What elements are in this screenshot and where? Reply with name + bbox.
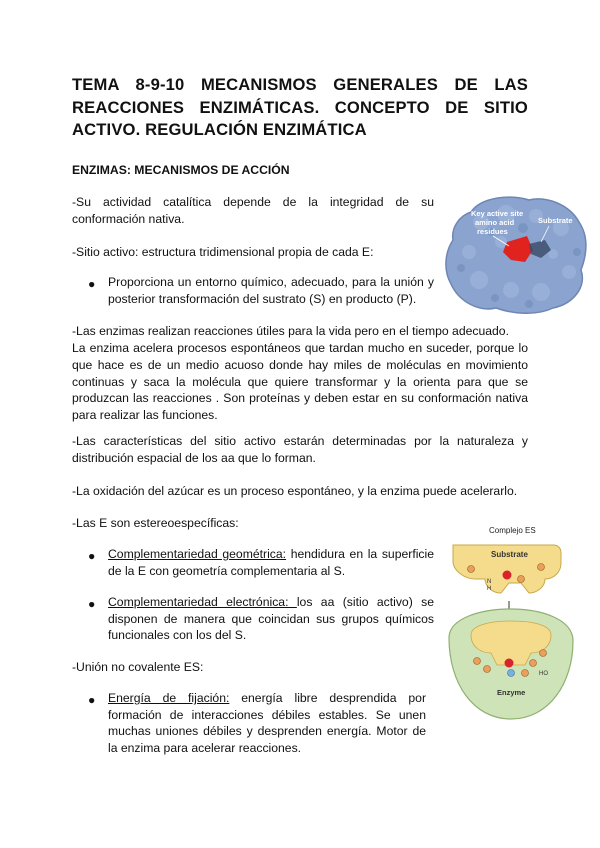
definition-geometric: hendidura en la superficie de la E con geometría complementaria al S. xyxy=(108,547,434,578)
label-active-site-line3: residues xyxy=(477,227,508,236)
paragraph-stereospecific: -Las E son estereoespecíficas: xyxy=(72,516,239,530)
bullet-electronic-complementarity xyxy=(108,594,434,644)
substrate-key-atom xyxy=(503,571,512,580)
enzyme-residue-4 xyxy=(530,660,537,667)
definition-electronic: los aa (sitio activo) se disponen de manera que coincidan sus grupos químicos funcionales con los del S. xyxy=(108,595,435,642)
bullet-chemical-environment: Proporciona un entorno químico, adecuado, para la unión y posterior transformación del sustrato (S) en producto (P). xyxy=(108,275,434,306)
bullet-marker: ● xyxy=(88,277,96,291)
enzyme-label: Enzyme xyxy=(497,688,526,697)
ho-label: HO xyxy=(539,671,548,677)
label-active-site-line1: Key active site xyxy=(471,209,524,218)
enzyme-surface-figure xyxy=(441,192,591,317)
bullet-marker: ● xyxy=(88,597,96,611)
paragraph-active-site: -Sitio activo: estructura tridimensional propia de cada E: xyxy=(72,245,374,259)
bullet-marker: ● xyxy=(88,549,96,563)
es-complex-figure xyxy=(441,523,591,728)
bound-water xyxy=(508,670,515,677)
enzyme-residue-5 xyxy=(540,650,547,657)
nh-label: N xyxy=(487,579,492,585)
term-electronic: Complementariedad electrónica: xyxy=(108,595,297,609)
enzyme-residue-3 xyxy=(522,670,529,677)
residue-1 xyxy=(468,566,475,573)
substrate-label: Substrate xyxy=(491,550,528,559)
paragraph-sugar-oxidation: -La oxidación del azúcar es un proceso espontáneo, y la enzima puede acelerarlo. xyxy=(72,484,518,498)
term-geometric: Complementariedad geométrica: xyxy=(108,547,287,561)
residue-3 xyxy=(538,564,545,571)
bound-key-atom xyxy=(505,659,514,668)
definition-binding-energy: energía libre desprendida por formación de interacciones débiles estables. Se unen muchas uniones débiles y desprenden energía. Motor de la enzima para acelerar reacciones. xyxy=(108,691,426,755)
residue-2 xyxy=(518,576,525,583)
bullet-geometric-complementarity xyxy=(108,546,434,579)
paragraph-accelerate-processes: La enzima acelera procesos espontáneos que tardan mucho en suceder, porque lo que hace es de un medio acuoso donde hay miles de moléculas en movimiento continuas y saca la molécula que quiere transformar y la orienta para que se produzcan las reacciones . Son proteínas y deben estar en su conformación nativa para realizar las funciones. xyxy=(72,341,528,423)
bullet-binding-energy xyxy=(108,690,426,756)
paragraph-useful-reactions: -Las enzimas realizan reacciones útiles para la vida pero en el tiempo adecuado. xyxy=(72,324,509,338)
es-complex-title: Complejo ES xyxy=(489,526,536,535)
section-heading: ENZIMAS: MECANISMOS DE ACCIÓN xyxy=(72,163,290,177)
enzyme-residue-1 xyxy=(474,658,481,665)
label-active-site-line2: amino acid xyxy=(475,218,515,227)
bullet-marker: ● xyxy=(88,693,96,707)
document-title: TEMA 8-9-10 MECANISMOS GENERALES DE LAS REACCIONES ENZIMÁTICAS. CONCEPTO DE SITIO ACTIVO. REGULACIÓN ENZIMÁTICA xyxy=(72,75,528,139)
enzyme-residue-2 xyxy=(484,666,491,673)
term-binding-energy: Energía de fijación: xyxy=(108,691,230,705)
nh-label-h: H xyxy=(487,586,492,592)
paragraph-noncovalent-union: -Unión no covalente ES: xyxy=(72,660,204,674)
paragraph-active-site-features: -Las características del sitio activo estarán determinadas por la naturaleza y distribución espacial de los aa que lo forman. xyxy=(72,434,528,465)
label-substrate: Substrate xyxy=(538,216,573,225)
paragraph-catalytic-activity: -Su actividad catalítica depende de la integridad de su conformación nativa. xyxy=(72,195,434,226)
